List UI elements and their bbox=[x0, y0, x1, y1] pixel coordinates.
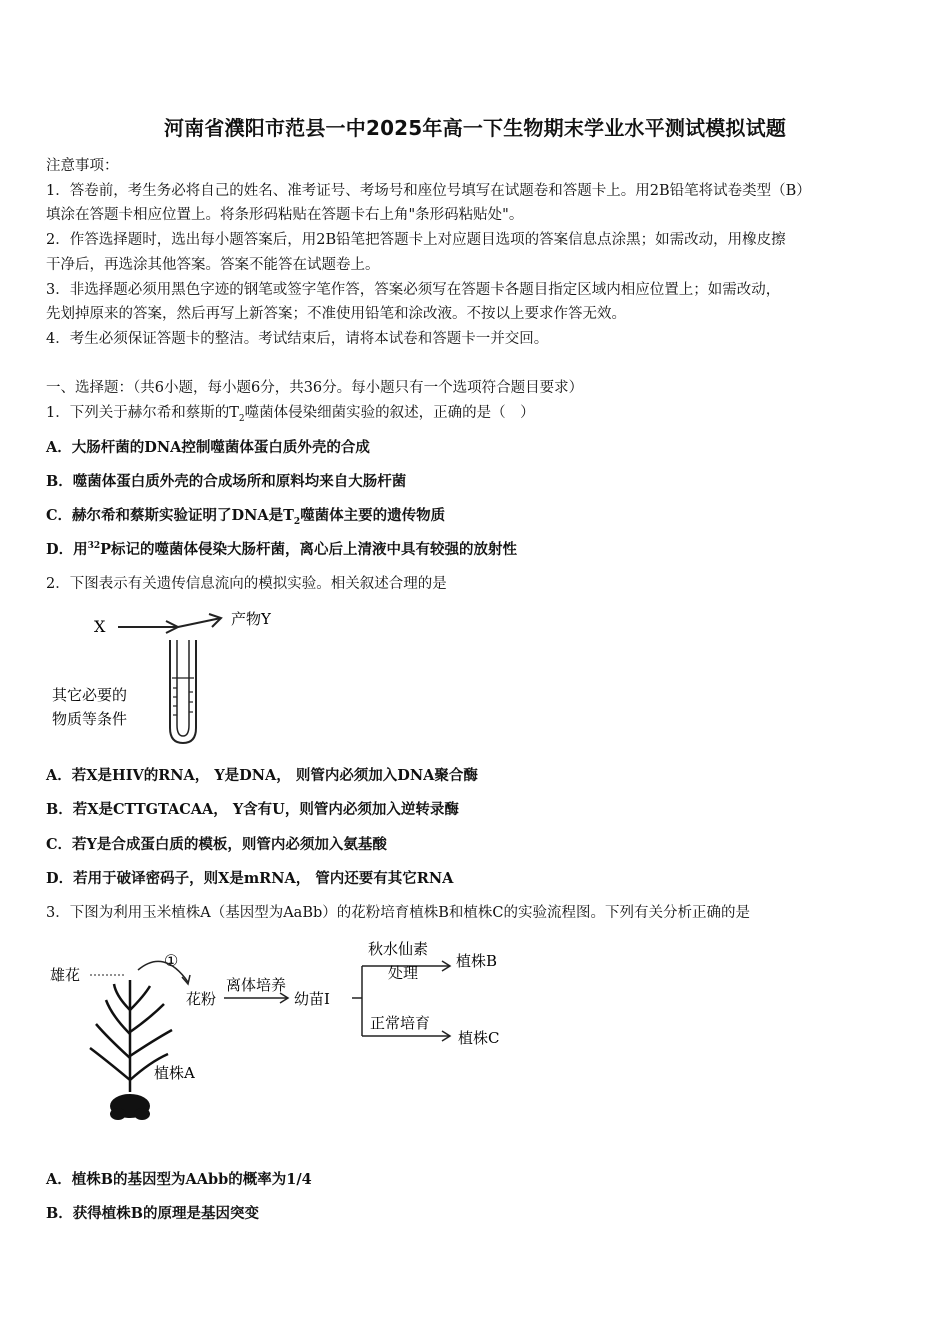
curved-arrow bbox=[138, 961, 188, 982]
q2-option-a: A．若X是HIV的RNA， Y是DNA， 则管内必须加入DNA聚合酶 bbox=[46, 767, 478, 784]
q1-option-c bbox=[46, 504, 916, 527]
notice-line: 3．非选择题必须用黑色字迹的钢笔或签字笔作答，答案必须写在答题卡各题目指定区域内相应位置上；如需改动， bbox=[46, 282, 781, 298]
option-text: C．赫尔希和蔡斯实验证明了DNA是T bbox=[46, 507, 294, 524]
figure-output-label: 产物Y bbox=[231, 610, 271, 628]
notice-line: 4．考生必须保证答题卡的整洁。考试结束后，请将本试卷和答题卡一并交回。 bbox=[46, 331, 549, 347]
question-number: 1． bbox=[46, 405, 70, 421]
notice-line: 1．答卷前，考生务必将自己的姓名、准考证号、考场号和座位号填写在试题卷和答题卡上。用2B铅笔将试卷类型（B） bbox=[46, 183, 811, 199]
question-2-stem bbox=[46, 572, 916, 593]
question-text: 下列关于赫尔希和蔡斯的T bbox=[69, 405, 239, 421]
q2-option-d: D．若用于破译密码子，则X是mRNA， 管内还要有其它RNA bbox=[46, 870, 454, 887]
option-text: D．用 bbox=[46, 541, 88, 558]
liquid-marks bbox=[173, 688, 193, 715]
figure-label-plant-b: 植株B bbox=[456, 952, 498, 970]
figure-label-plant-c: 植株C bbox=[458, 1029, 500, 1047]
q1-option-d bbox=[46, 538, 916, 559]
notice-line: 填涂在答题卡相应位置上。将条形码粘贴在答题卡右上角"条形码粘贴处"。 bbox=[46, 207, 524, 223]
option-text: P标记的噬菌体侵染大肠杆菌，离心后上清液中具有较强的放射性 bbox=[100, 541, 518, 558]
q2-option-c: C．若Y是合成蛋白质的模板，则管内必须加入氨基酸 bbox=[46, 836, 387, 853]
notice-line: 干净后，再选涂其他答案。答案不能答在试题卷上。 bbox=[46, 257, 380, 273]
question-3-stem bbox=[46, 901, 916, 922]
figure-label-treatment: 处理 bbox=[388, 964, 419, 982]
q2-option-b: B．若X是CTTGTACAA， Y含有U，则管内必须加入逆转录酶 bbox=[46, 801, 459, 818]
q3-option-b: B．获得植株B的原理是基因突变 bbox=[46, 1205, 260, 1222]
question-number: 3． bbox=[46, 905, 70, 921]
figure-label-pollen: 花粉 bbox=[186, 990, 217, 1008]
page-title: 河南省濮阳市范县一中2025年高一下生物期末学业水平测试模拟试题 bbox=[163, 116, 787, 140]
test-tube-figure bbox=[46, 600, 306, 750]
question-number: 2． bbox=[46, 576, 70, 592]
notice-heading: 注意事项： bbox=[46, 158, 119, 174]
test-tube-inner bbox=[177, 640, 189, 736]
question-1-stem bbox=[46, 401, 916, 424]
q3-option-a: A．植株B的基因型为AAbb的概率为1/4 bbox=[46, 1171, 312, 1188]
q1-option-b: B．噬菌体蛋白质外壳的合成场所和原料均来自大肠杆菌 bbox=[46, 473, 407, 490]
section-heading: 一、选择题：（共6小题，每小题6分，共36分。每小题只有一个选项符合题目要求） bbox=[46, 380, 584, 396]
question-text: 下图为利用玉米植株A（基因型为AaBb）的花粉培育植株B和植株C的实验流程图。下列有关分析正确的是 bbox=[69, 905, 751, 921]
subscript: 2 bbox=[238, 413, 245, 424]
figure-condition-label: 其它必要的 bbox=[52, 686, 128, 704]
figure-step-marker: ① bbox=[164, 951, 179, 970]
figure-label-colchicine: 秋水仙素 bbox=[368, 940, 429, 958]
corn-flowchart-figure bbox=[46, 930, 536, 1130]
roots-icon bbox=[110, 1094, 150, 1120]
figure-label-normal-culture: 正常培育 bbox=[370, 1014, 431, 1032]
question-text: 下图表示有关遗传信息流向的模拟实验。相关叙述合理的是 bbox=[69, 576, 447, 592]
figure-label-seedling: 幼苗Ⅰ bbox=[294, 990, 330, 1008]
figure-input-label: X bbox=[94, 617, 106, 636]
option-text: 噬菌体主要的遗传物质 bbox=[300, 507, 446, 524]
notice-line: 2．作答选择题时，选出每小题答案后，用2B铅笔把答题卡上对应题目选项的答案信息点涂黑；如需改动，用橡皮擦 bbox=[46, 232, 786, 248]
subscript: 2 bbox=[293, 516, 301, 527]
superscript: 32 bbox=[87, 541, 101, 552]
figure-condition-label: 物质等条件 bbox=[52, 710, 128, 728]
figure-label-plant-a: 植株A bbox=[154, 1064, 195, 1082]
question-text: 噬菌体侵染细菌实验的叙述，正确的是（ ） bbox=[244, 405, 535, 421]
figure-label-culture: 离体培养 bbox=[226, 976, 287, 994]
notice-line: 先划掉原来的答案，然后再写上新答案；不准使用铅笔和涂改液。不按以上要求作答无效。 bbox=[46, 306, 626, 322]
figure-label-male-flower: 雄花 bbox=[50, 966, 81, 984]
q1-option-a: A．大肠杆菌的DNA控制噬菌体蛋白质外壳的合成 bbox=[46, 439, 370, 456]
